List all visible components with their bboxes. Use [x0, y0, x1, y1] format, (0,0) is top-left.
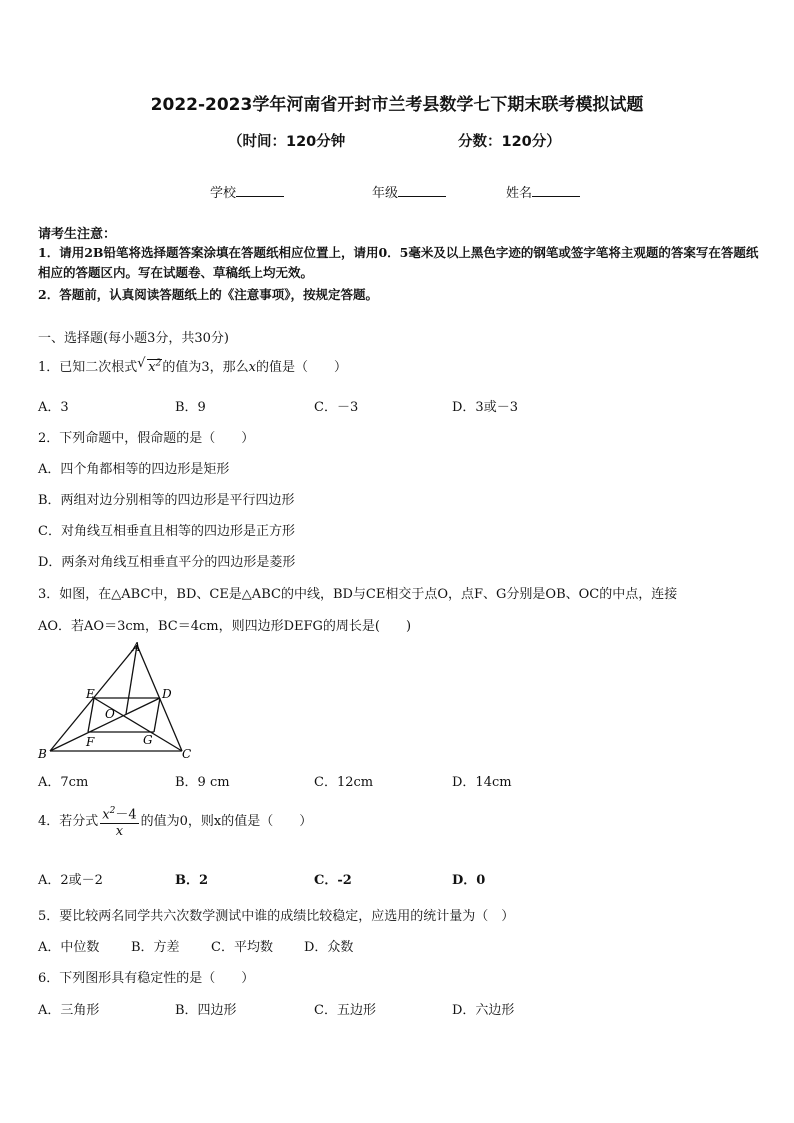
q4-num-exponent: 2 [109, 806, 116, 816]
q5-option-b[interactable]: B．方差 [131, 940, 180, 955]
exam-score: 分数：120分） [458, 134, 561, 150]
notice-heading: 请考生注意： [38, 227, 117, 242]
q2-option-a[interactable]: A．四个角都相等的四边形是矩形 [38, 462, 230, 477]
q1-radicand: x [148, 360, 156, 375]
label-d: D [162, 687, 172, 701]
triangle-figure [30, 636, 210, 764]
label-o: O [105, 707, 115, 721]
question-3-line-1: 3．如图，在△ABC中，BD、CE是△ABC的中线，BD与CE相交于点O，点F、G分别是OB、OC的中点，连接 [38, 587, 678, 602]
q6-option-d[interactable]: D．六边形 [452, 1003, 515, 1018]
q5-option-d[interactable]: D．众数 [304, 940, 354, 955]
q5-option-c[interactable]: C．平均数 [211, 940, 273, 955]
radical-sign: √ [137, 355, 146, 371]
label-c: C [182, 747, 192, 761]
label-a: A [132, 640, 141, 654]
q4-num-rest: －4 [115, 807, 137, 823]
q1-post: 的值是（ ） [255, 360, 347, 375]
school-label: 学校 [210, 186, 237, 201]
question-6-stem: 6．下列图形具有稳定性的是（ ） [38, 971, 255, 986]
exam-title: 2022-2023学年河南省开封市兰考县数学七下期末联考模拟试题 [150, 95, 644, 115]
school-field[interactable] [210, 182, 284, 201]
q2-option-b[interactable]: B．两组对边分别相等的四边形是平行四边形 [38, 493, 295, 508]
q5-option-a[interactable]: A．中位数 [38, 940, 100, 955]
grade-field[interactable] [372, 182, 446, 201]
q2-option-c[interactable]: C．对角线互相垂直且相等的四边形是正方形 [38, 524, 295, 539]
q1-pre: 1．已知二次根式 [38, 360, 138, 375]
q1-var: x [248, 360, 256, 375]
q4-post: 的值为0，则x的值是（ ） [140, 814, 313, 830]
name-label: 姓名 [506, 186, 533, 201]
notice-item-2: 2．答题前，认真阅读答题纸上的《注意事项》，按规定答题。 [38, 287, 378, 302]
q1-mid: 的值为3，那么 [162, 360, 249, 375]
q2-option-d[interactable]: D．两条对角线互相垂直平分的四边形是菱形 [38, 555, 296, 570]
label-b: B [38, 747, 47, 761]
label-e: E [86, 687, 95, 701]
grade-blank[interactable] [398, 184, 446, 197]
label-f: F [86, 735, 95, 749]
label-g: G [143, 733, 153, 747]
q4-pre: 4．若分式 [38, 814, 99, 830]
name-field[interactable] [506, 182, 580, 201]
q4-option-b[interactable]: B．2 [175, 873, 209, 888]
sqrt-expression [137, 355, 162, 375]
question-1-stem [38, 356, 347, 375]
grade-label: 年级 [372, 186, 399, 201]
question-2-stem: 2．下列命题中，假命题的是（ ） [38, 431, 255, 446]
q6-option-b[interactable]: B．四边形 [175, 1003, 237, 1018]
exam-time: （时间：120分钟 [228, 134, 346, 150]
section-heading: 一、选择题(每小题3分，共30分) [38, 331, 229, 346]
q4-option-c[interactable]: C．-2 [314, 873, 352, 888]
q4-option-d[interactable]: D．0 [452, 873, 486, 888]
school-blank[interactable] [236, 184, 284, 197]
notice-item-1: 1．请用2B铅笔将选择题答案涂填在答题纸相应位置上，请用0．5毫米及以上黑色字迹的钢笔或签字笔将主观题的答案写在答题纸相应的答题区内。写在试题卷、草稿纸上均无效。 [38, 245, 759, 280]
q4-option-a[interactable]: A．2或－2 [38, 873, 103, 888]
question-3-line-2: AO．若AO＝3cm，BC＝4cm，则四边形DEFG的周长是( ) [38, 619, 412, 634]
q1-option-a[interactable]: A．3 [38, 400, 69, 415]
fraction [100, 803, 138, 840]
name-blank[interactable] [532, 184, 580, 197]
q3-option-a[interactable]: A．7cm [38, 775, 89, 790]
q1-option-c[interactable]: C．－3 [314, 400, 359, 415]
q3-option-c[interactable]: C．12cm [314, 775, 374, 790]
q6-option-a[interactable]: A．三角形 [38, 1003, 100, 1018]
question-4-stem [38, 803, 312, 840]
q6-option-c[interactable]: C．五边形 [314, 1003, 376, 1018]
q3-option-b[interactable]: B．9 cm [175, 775, 230, 790]
q3-option-d[interactable]: D．14cm [452, 775, 512, 790]
q4-numerator: x [102, 807, 110, 823]
q1-exponent: 2 [155, 358, 162, 369]
question-5-stem: 5．要比较两名同学共六次数学测试中谁的成绩比较稳定，应选用的统计量为（ ） [38, 909, 515, 924]
q4-denominator: x [115, 824, 124, 840]
q1-option-b[interactable]: B．9 [175, 400, 206, 415]
q1-option-d[interactable]: D．3或－3 [452, 400, 518, 415]
